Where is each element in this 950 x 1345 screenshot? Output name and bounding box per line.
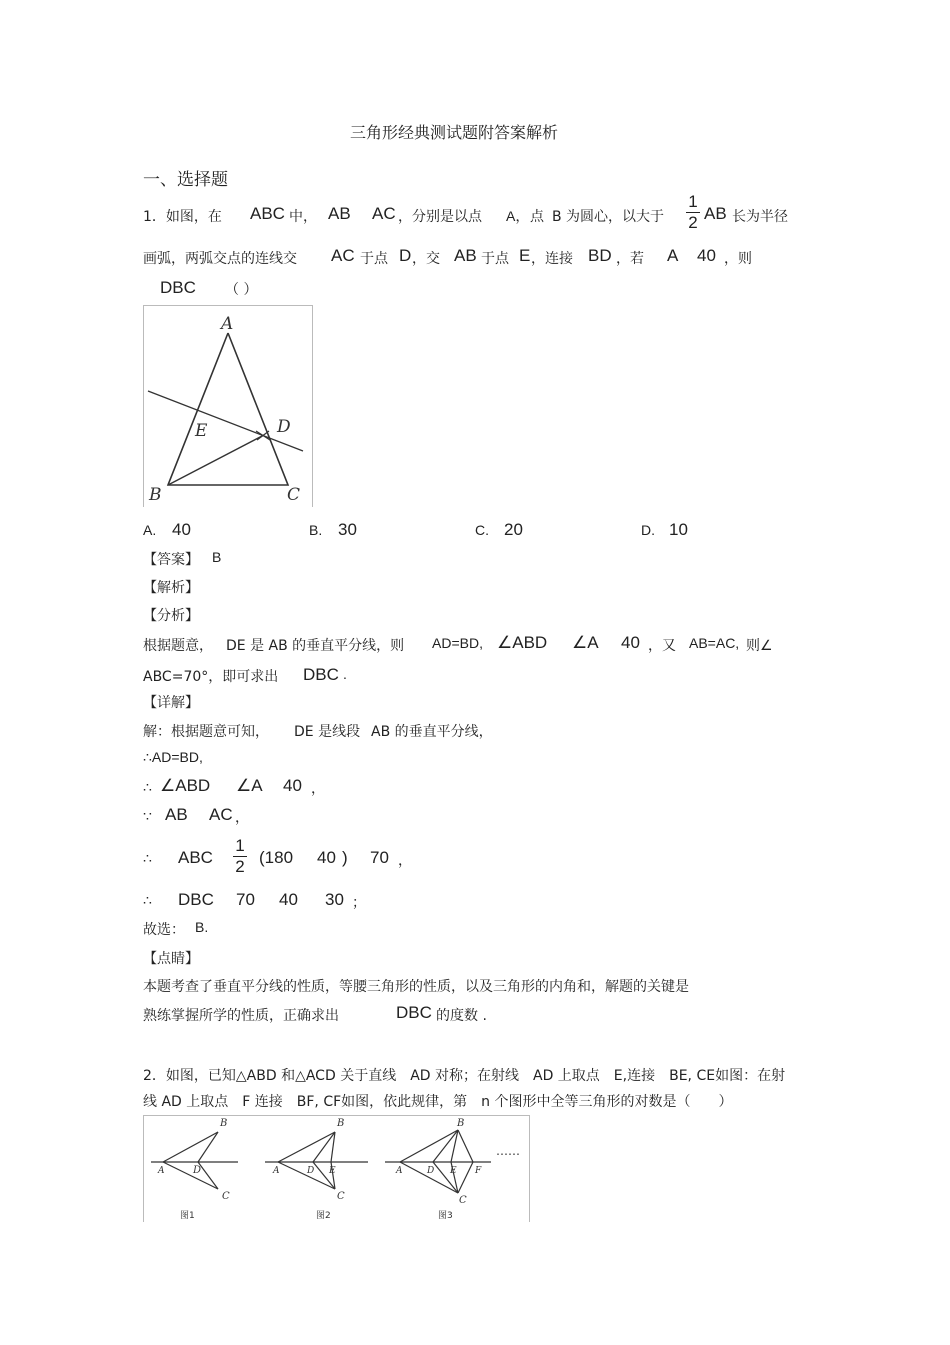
- triangle-abc: [168, 333, 288, 485]
- q1-b-center: B 为圆心，以大于: [552, 209, 665, 225]
- fraction-numerator: 1: [688, 192, 698, 211]
- sol5-expr: (180: [259, 848, 294, 867]
- fig3-label-d: D: [427, 1166, 435, 1176]
- q2-line-1: 2．如图，已知△ABD 和△ACD 关于直线 AD 对称；在射线 AD 上取点 E,连接 BE, CE如图：在射: [143, 1068, 786, 1084]
- dianjing-label: 【点睛】: [143, 951, 199, 967]
- q1-l2-e: E: [519, 246, 531, 265]
- q1-dbc: DBC: [160, 278, 196, 297]
- page-title: 三角形经典测试题附答案解析: [350, 123, 559, 142]
- dj2-dbc: DBC: [396, 1003, 432, 1022]
- q1-l2-t4: 于点: [481, 251, 509, 267]
- fig2-label-a: A: [273, 1166, 280, 1176]
- sol3-abd: ∠ABD: [160, 776, 211, 795]
- fraction-denominator: 2: [688, 213, 698, 232]
- label-a: A: [221, 314, 234, 334]
- fx1-t5: AB=AC,: [689, 635, 740, 651]
- q1-l2-t5: ，连接: [531, 251, 573, 267]
- q1-prefix: 1．如图，在: [143, 209, 222, 225]
- fig2-caption: 图2: [316, 1211, 331, 1221]
- fx2-dbc: DBC: [303, 665, 339, 684]
- sol1-t1: 解：根据题意可知，: [143, 724, 269, 740]
- figure-3: [385, 1118, 491, 1221]
- fig1-label-b: B: [220, 1118, 228, 1129]
- analysis-label: 【解析】: [143, 580, 199, 596]
- q1-paren: （ ）: [225, 282, 258, 298]
- fig3-label-b: B: [457, 1118, 465, 1129]
- q1-triangle-figure: [143, 305, 313, 507]
- guxuan-value: B.: [195, 919, 209, 935]
- guxuan-label: 故选：: [143, 922, 185, 938]
- dj2-t2: 的度数 .: [436, 1008, 487, 1024]
- sol4-comma: ，: [235, 810, 249, 826]
- ellipsis: ……: [496, 1144, 520, 1158]
- figure-1: [151, 1118, 238, 1221]
- q1-l2-a: A: [667, 246, 679, 265]
- answer-label: 【答案】: [143, 552, 199, 568]
- sol3-comma: ，: [311, 781, 325, 797]
- sol5-40: 40: [317, 848, 336, 867]
- fig2-label-c: C: [337, 1191, 345, 1202]
- sol6-40: 40: [279, 890, 298, 909]
- option-d-value: 10: [669, 520, 688, 539]
- q1-l2-t2: 于点: [360, 251, 388, 267]
- fx1-t2: DE 是 AB 的垂直平分线，则: [226, 638, 405, 654]
- fx1-t1: 根据题意，: [143, 638, 213, 654]
- q1-fraction: [686, 193, 700, 232]
- fig1-label-a: A: [158, 1166, 165, 1176]
- triangle-diagram: [143, 305, 313, 507]
- q2-figures: [143, 1115, 530, 1222]
- seg-ab: [278, 1132, 335, 1162]
- option-b-value: 30: [338, 520, 357, 539]
- sol1-t3: AB 的垂直平分线，: [371, 724, 493, 740]
- q1-dian: 点: [530, 209, 544, 225]
- q1-ab: AB: [328, 204, 351, 223]
- section-heading: 一、选择题: [143, 170, 228, 190]
- q1-point-a: A，: [506, 208, 530, 224]
- option-a-letter: A.: [143, 522, 157, 538]
- sol3-therefore: ∴: [143, 779, 152, 795]
- seg-ab: [400, 1130, 458, 1162]
- option-a-value: 40: [172, 520, 191, 539]
- sol5-comma: ，: [398, 853, 412, 869]
- sol5-fraction: [233, 837, 247, 876]
- label-e: E: [195, 421, 208, 441]
- q1-l2-40: 40: [697, 246, 716, 265]
- fig3-label-e: E: [450, 1166, 457, 1176]
- fig2-label-e: E: [329, 1166, 336, 1176]
- seg-bf: [458, 1130, 473, 1162]
- label-c: C: [287, 485, 301, 505]
- sol6-therefore: ∴: [143, 892, 152, 908]
- q1-l2-t7: ，则: [724, 251, 752, 267]
- q1-zhong: 中，: [289, 209, 317, 225]
- figure-2: [265, 1118, 368, 1221]
- fraction-denominator: 2: [235, 857, 245, 876]
- sol6-semi: ；: [352, 895, 366, 911]
- figure-border: [144, 1116, 530, 1223]
- q1-l2-t1: 画弧，两弧交点的连线交: [143, 251, 297, 267]
- q1-l2-d: D: [399, 246, 412, 265]
- sol5-70: 70: [370, 848, 389, 867]
- fig3-caption: 图3: [438, 1211, 453, 1221]
- sol5-abc: ABC: [178, 848, 213, 867]
- q1-l2-t3: ，交: [412, 251, 440, 267]
- sol4-because: ∵: [143, 808, 152, 824]
- sol1-t2: DE 是线段: [294, 724, 361, 740]
- option-b-letter: B.: [309, 522, 323, 538]
- seg-ac: [163, 1162, 218, 1189]
- fig2-label-b: B: [337, 1118, 345, 1129]
- fx2-dot: .: [343, 666, 347, 682]
- fenxi-label: 【分析】: [143, 608, 199, 624]
- sol3-40: 40: [283, 776, 302, 795]
- seg-ab: [163, 1132, 218, 1162]
- fx1-angle-a: ∠A: [572, 633, 599, 652]
- sol3-angle-a: ∠A: [236, 776, 263, 795]
- q1-ac: AC: [372, 204, 396, 223]
- q1-ab2: AB: [704, 204, 727, 223]
- fraction-numerator: 1: [235, 836, 245, 855]
- sol6-30: 30: [325, 890, 344, 909]
- dianjing-line-2: 熟练掌握所学的性质，正确求出: [143, 1008, 339, 1024]
- dianjing-line-1: 本题考查了垂直平分线的性质，等腰三角形的性质，以及三角形的内角和，解题的关键是: [143, 979, 689, 995]
- option-c-value: 20: [504, 520, 523, 539]
- fig1-label-d: D: [193, 1165, 202, 1176]
- q2-diagram: [143, 1115, 530, 1222]
- sol5-therefore: ∴: [143, 850, 152, 866]
- seg-bd: [198, 1132, 218, 1162]
- fx1-40: 40: [621, 633, 640, 652]
- q1-l2-ac: AC: [331, 246, 355, 265]
- label-b: B: [149, 485, 162, 505]
- fig1-label-c: C: [222, 1191, 230, 1202]
- fx1-t4: ，又: [648, 638, 676, 654]
- option-c-letter: C.: [475, 522, 489, 538]
- sol4-ab: AB: [165, 805, 188, 824]
- fig1-caption: 图1: [180, 1211, 195, 1221]
- sol6-dbc: DBC: [178, 890, 214, 909]
- fx1-t3: AD=BD,: [432, 635, 483, 651]
- option-d-letter: D.: [641, 522, 655, 538]
- label-d: D: [277, 417, 291, 437]
- seg-cf: [458, 1162, 473, 1193]
- fig3-label-f: F: [475, 1166, 482, 1176]
- fig3-label-c: C: [459, 1195, 467, 1206]
- fx1-abd: ∠ABD: [497, 633, 548, 652]
- q1-tail: 长为半径: [732, 209, 788, 225]
- q1-l2-t6: ，若: [616, 251, 644, 267]
- sol6-70: 70: [236, 890, 255, 909]
- q2-line-2: 线 AD 上取点 F 连接 BF, CF如图，依此规律，第 n 个图形中全等三角形的对数是（ ）: [143, 1094, 733, 1110]
- sol5-rp: ): [342, 848, 348, 867]
- sol2: ∴AD=BD,: [143, 749, 203, 765]
- fx2-t1: ABC=70°，即可求出: [143, 669, 279, 685]
- q1-l2-bd: BD: [588, 246, 612, 265]
- fig2-label-d: D: [307, 1166, 315, 1176]
- sol4-ac: AC: [209, 805, 233, 824]
- answer-value: B: [212, 549, 222, 565]
- q1-mid: ，分别是以点: [398, 209, 482, 225]
- q1-l2-ab: AB: [454, 246, 477, 265]
- fx1-t6: 则∠: [746, 638, 773, 654]
- q1-abc: ABC: [250, 204, 285, 223]
- xiangjie-label: 【详解】: [143, 695, 199, 711]
- segment-bd: [168, 435, 264, 485]
- fig3-label-a: A: [396, 1166, 403, 1176]
